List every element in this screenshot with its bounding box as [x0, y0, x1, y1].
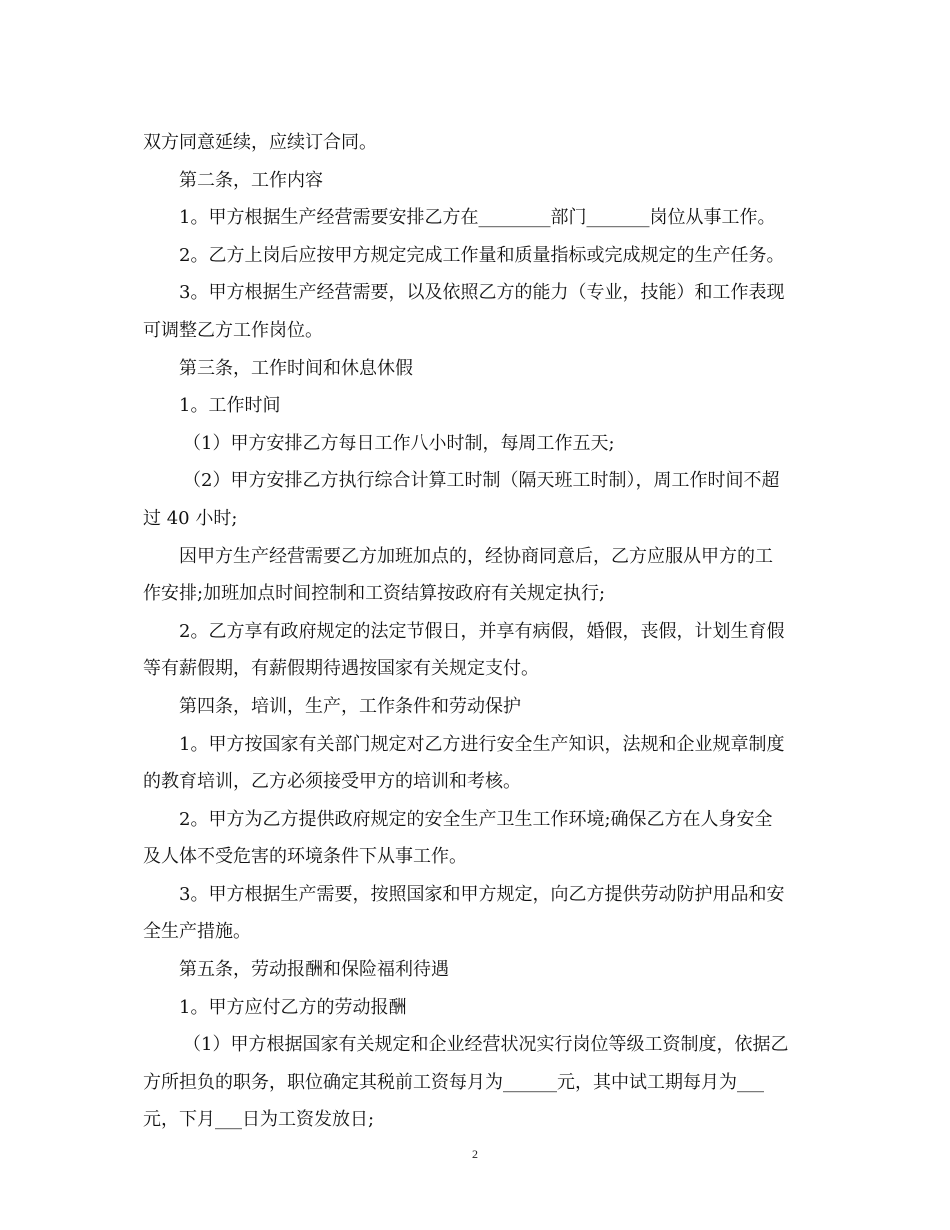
paragraph-line: 等有薪假期，有薪假期待遇按国家有关规定支付。	[143, 658, 539, 680]
paragraph-line: 1。甲方按国家有关部门规定对乙方进行安全生产知识，法规和企业规章制度	[179, 733, 785, 755]
section-heading-article-2: 第二条，工作内容	[179, 169, 323, 191]
paragraph-line: 双方同意延续，应续订合同。	[143, 132, 377, 153]
paragraph-line: 作安排;加班加点时间控制和工资结算按政府有关规定执行;	[143, 583, 606, 605]
section-heading-article-4: 第四条，培训，生产，工作条件和劳动保护	[179, 695, 521, 717]
section-heading-article-3: 第三条，工作时间和休息休假	[179, 357, 413, 379]
page-number: 2	[472, 1147, 478, 1161]
paragraph-line: 及人体不受危害的环境条件下从事工作。	[143, 846, 467, 868]
paragraph-line: 3。甲方根据生产经营需要，以及依照乙方的能力（专业，技能）和工作表现	[179, 282, 785, 304]
paragraph-line: 过 40 小时;	[143, 507, 238, 529]
paragraph-line: 的教育培训，乙方必须接受甲方的培训和考核。	[143, 771, 521, 793]
paragraph-line: 方所担负的职务，职位确定其税前工资每月为______元，其中试工期每月为___	[143, 1071, 764, 1093]
paragraph-line: （2）甲方安排乙方执行综合计算工时制（隔天班工时制），周工作时间不超	[183, 470, 780, 492]
paragraph-line: 2。甲方为乙方提供政府规定的安全生产卫生工作环境;确保乙方在人身安全	[179, 808, 773, 830]
paragraph-line: 2。乙方上岗后应按甲方规定完成工作量和质量指标或完成规定的生产任务。	[179, 244, 785, 266]
paragraph-line: 1。甲方根据生产经营需要安排乙方在________部门_______岗位从事工作。	[179, 207, 776, 229]
paragraph-line: 1。甲方应付乙方的劳动报酬	[179, 996, 407, 1018]
paragraph-line: （1）甲方根据国家有关规定和企业经营状况实行岗位等级工资制度，依据乙	[183, 1034, 789, 1056]
paragraph-line: 3。甲方根据生产需要，按照国家和甲方规定，向乙方提供劳动防护用品和安	[179, 883, 785, 905]
paragraph-line: 元，下月___日为工资发放日;	[143, 1109, 375, 1131]
paragraph-line: 1。工作时间	[179, 395, 281, 417]
paragraph-line: 2。乙方享有政府规定的法定节假日，并享有病假，婚假，丧假，计划生育假	[179, 620, 785, 642]
paragraph-line: 全生产措施。	[143, 921, 251, 943]
paragraph-line: 因甲方生产经营需要乙方加班加点的，经协商同意后，乙方应服从甲方的工	[179, 545, 773, 567]
section-heading-article-5: 第五条，劳动报酬和保险福利待遇	[179, 959, 449, 981]
document-body	[143, 124, 808, 1139]
paragraph-line: 可调整乙方工作岗位。	[143, 319, 323, 341]
paragraph-line: （1）甲方安排乙方每日工作八小时制，每周工作五天;	[183, 432, 615, 454]
